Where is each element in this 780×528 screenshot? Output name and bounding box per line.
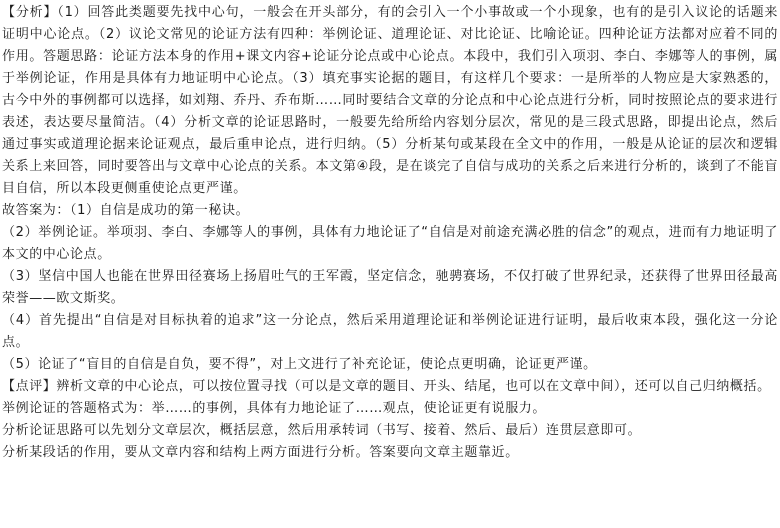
analysis-text: （1）回答此类题要先找中心句，一般会在开头部分，有的会引入一个小事故或一个小现象，也有的是引入议论的话题来证明中心论点。（2）议论文常见的论证方法有四种：举例论证、道理论证、对比论证、比喻论证。四种论证方法都对应着不同的作用。答题思路：论证方法本身的作用+课文内容+论证分论点或中心论点。本段中，我们引入项羽、李白、李娜等人的事例，属于举例论证，作用是具体有力地证明中心论点。（3）填充事实论据的题目，有这样几个要求：一是所举的人物应是大家熟悉的，古今中外的事例都可以选择，如刘翔、乔丹、乔布斯……同时要结合文章的分论点和中心论点进行分析，同时按照论点的要求进行表述，表达要尽量简洁。（4）分析文章的论证思路时，一般要先给所给内容划分层次，常见的是三段式思路，即提出论点，然后通过事实或道理论据来论证观点，最后重申论点，进行归纳。（5）分析某句或某段在全文中的作用，一般是从论证的层次和逻辑关系上来回答，同时要答出与文章中心论点的关系。本文第④段，是在谈完了自信与成功的关系之后来进行分析的，谈到了不能盲目自信，所以本段更侧重使论点更严谨。 bbox=[2, 5, 778, 196]
analysis-label: 【分析】 bbox=[2, 5, 58, 20]
answer-item-5: （5）论证了“盲目的自信是自负，要不得”，对上文进行了补充论证，使论点更明确，论证更严谨。 bbox=[2, 357, 597, 372]
comment-text: 辨析文章的中心论点，可以按位置寻找（可以是文章的题目、开头、结尾，也可以在文章中间），还可以自己归纳概括。 bbox=[56, 379, 771, 394]
comment-paragraph bbox=[2, 376, 778, 398]
answer-item-3: （3）坚信中国人也能在世界田径赛场上扬眉吐气的王军霞，坚定信念，驰骋赛场，不仅打破了世界纪录，还获得了世界田径最高荣誉——欧文斯奖。 bbox=[2, 269, 778, 306]
tip-example-format: 举例论证的答题格式为：举……的事例，具体有力地论证了……观点，使论证更有说服力。 bbox=[2, 401, 547, 416]
tip-paragraph-function: 分析某段话的作用，要从文章内容和结构上两方面进行分析。答案要向文章主题靠近。 bbox=[2, 445, 519, 460]
answer-item-2: （2）举例论证。举项羽、李白、李娜等人的事例，具体有力地论证了“自信是对前途充满必胜的信念”的观点，进而有力地证明了本文的中心论点。 bbox=[2, 225, 778, 262]
analysis-paragraph bbox=[2, 2, 778, 200]
answer-intro: 故答案为：（1）自信是成功的第一秘诀。 bbox=[2, 203, 250, 218]
tip-argument-structure: 分析论证思路可以先划分文章层次，概括层意，然后用承转词（书写、接着、然后、最后）连贯层意即可。 bbox=[2, 423, 642, 438]
answer-item-4: （4）首先提出“自信是对目标执着的追求”这一分论点，然后采用道理论证和举例论证进行证明，最后收束本段，强化这一分论点。 bbox=[2, 313, 778, 350]
comment-label: 【点评】 bbox=[2, 379, 57, 394]
